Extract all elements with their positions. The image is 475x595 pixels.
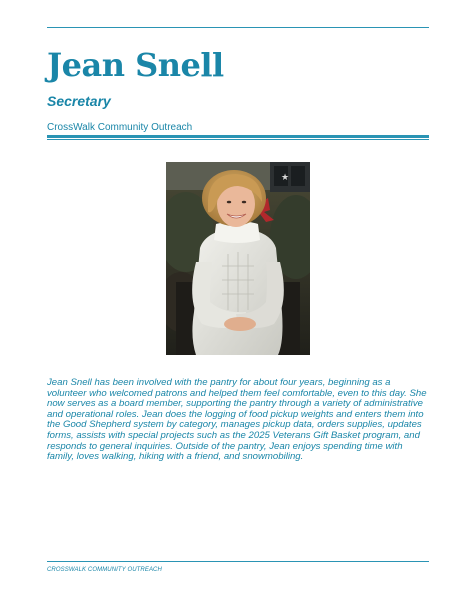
portrait-photo-icon xyxy=(166,162,310,355)
profile-role: Secretary xyxy=(47,93,111,109)
portrait-photo xyxy=(166,162,310,355)
biography-text: Jean Snell has been involved with the pantry for about four years, beginning as a volunteer who welcomed patrons and helped them feel comfortable, even to this day. She now serves as a board member, supporting the pantry through a variety of administrative and operational roles. Jean does the logging of food pickup weights and enters them into the Good Shepherd system by category, manages pickup data, orders supplies, updates forms, assists with special projects such as the 2025 Veterans Gift Basket program, and responds to general inquiries. Outside of the pantry, Jean enjoys spending time with family, loves walking, hiking with a friend, and snowmobiling. xyxy=(47,377,427,463)
header-double-rule xyxy=(47,135,429,140)
organization-name: CrossWalk Community Outreach xyxy=(47,122,193,133)
profile-name: Jean Snell xyxy=(47,46,224,84)
footer-organization: CROSSWALK COMMUNITY OUTREACH xyxy=(47,567,162,573)
footer-rule xyxy=(47,561,429,562)
svg-text:★: ★ xyxy=(281,173,290,183)
top-rule xyxy=(47,27,429,28)
